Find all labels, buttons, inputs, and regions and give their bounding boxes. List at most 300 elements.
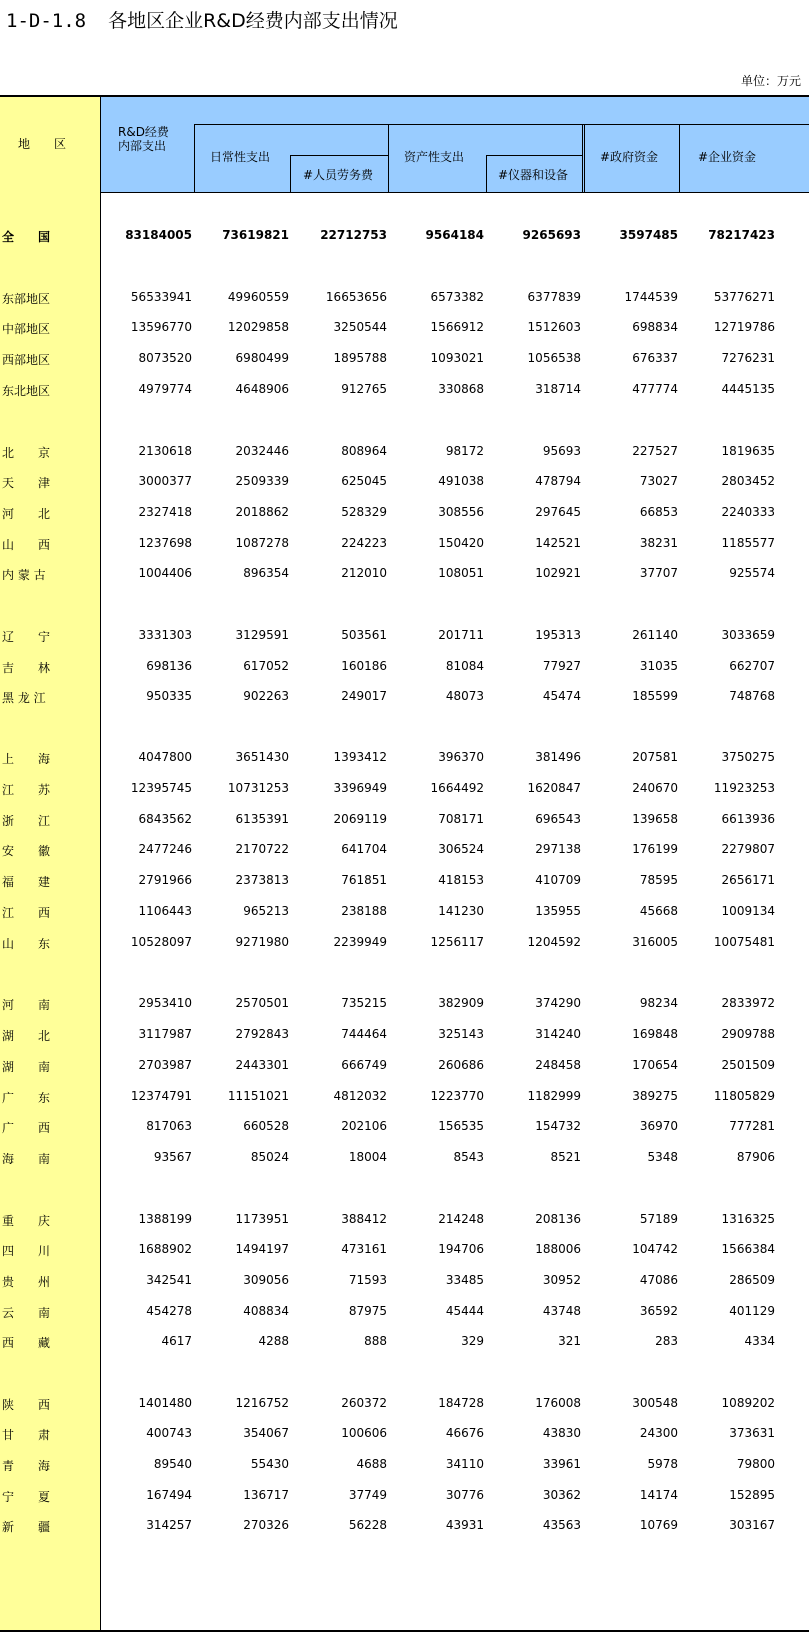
- cell-value: 141230: [438, 904, 484, 918]
- cell-value: 965213: [243, 904, 289, 918]
- cell-value: 36592: [639, 1304, 678, 1318]
- cell-value: 176199: [632, 842, 678, 856]
- region-name: 四 川: [2, 1244, 51, 1258]
- cell-value: 2443301: [235, 1058, 289, 1072]
- cell-value: 6613936: [721, 812, 775, 826]
- cell-value: 408834: [243, 1304, 289, 1318]
- cell-value: 224223: [341, 536, 387, 550]
- region-name: 陕 西: [2, 1398, 51, 1412]
- cell-value: 1223770: [430, 1089, 484, 1103]
- header-region: 地 区: [18, 137, 67, 151]
- cell-value: 36970: [639, 1119, 678, 1133]
- cell-value: 136717: [243, 1488, 289, 1502]
- cell-value: 47086: [639, 1273, 678, 1287]
- cell-value: 2953410: [138, 996, 192, 1010]
- cell-value: 12395745: [130, 781, 192, 795]
- cell-value: 325143: [438, 1027, 484, 1041]
- cell-value: 48073: [445, 689, 484, 703]
- table-row: [0, 534, 809, 554]
- cell-value: 214248: [438, 1212, 484, 1226]
- cell-value: 176008: [535, 1396, 581, 1410]
- header-divider: [584, 124, 585, 193]
- cell-value: 1089202: [721, 1396, 775, 1410]
- cell-value: 381496: [535, 750, 581, 764]
- cell-value: 2018862: [235, 505, 289, 519]
- cell-value: 2909788: [721, 1027, 775, 1041]
- cell-value: 16653656: [325, 290, 387, 304]
- region-name: 西 藏: [2, 1336, 51, 1350]
- cell-value: 1204592: [527, 935, 581, 949]
- cell-value: 71593: [348, 1273, 387, 1287]
- cell-value: 4648906: [235, 382, 289, 396]
- cell-value: 2501509: [721, 1058, 775, 1072]
- cell-value: 4812032: [333, 1089, 387, 1103]
- cell-value: 37749: [348, 1488, 387, 1502]
- cell-value: 238188: [341, 904, 387, 918]
- cell-value: 418153: [438, 873, 484, 887]
- cell-value: 473161: [341, 1242, 387, 1256]
- cell-value: 102921: [535, 566, 581, 580]
- table-row: [0, 1117, 809, 1137]
- region-name: 青 海: [2, 1459, 51, 1473]
- header-divider: [582, 124, 583, 193]
- cell-value: 14174: [639, 1488, 678, 1502]
- cell-value: 100606: [341, 1426, 387, 1440]
- cell-value: 1316325: [721, 1212, 775, 1226]
- cell-value: 1494197: [235, 1242, 289, 1256]
- cell-value: 56533941: [130, 290, 192, 304]
- cell-value: 78217423: [708, 228, 775, 242]
- cell-value: 2477246: [138, 842, 192, 856]
- cell-value: 1216752: [235, 1396, 289, 1410]
- cell-value: 2656171: [721, 873, 775, 887]
- cell-value: 1388199: [138, 1212, 192, 1226]
- table-row: [0, 657, 809, 677]
- cell-value: 1237698: [138, 536, 192, 550]
- table-row: [0, 1516, 809, 1536]
- region-name: 河 南: [2, 998, 51, 1012]
- cell-value: 388412: [341, 1212, 387, 1226]
- cell-value: 4688: [356, 1457, 387, 1471]
- cell-value: 260372: [341, 1396, 387, 1410]
- cell-value: 1093021: [430, 351, 484, 365]
- cell-value: 135955: [535, 904, 581, 918]
- region-name: 山 西: [2, 538, 51, 552]
- cell-value: 478794: [535, 474, 581, 488]
- cell-value: 477774: [632, 382, 678, 396]
- cell-value: 4445135: [721, 382, 775, 396]
- cell-value: 89540: [153, 1457, 192, 1471]
- cell-value: 227527: [632, 444, 678, 458]
- cell-value: 207581: [632, 750, 678, 764]
- cell-value: 49960559: [227, 290, 289, 304]
- cell-value: 12719786: [713, 320, 775, 334]
- cell-value: 641704: [341, 842, 387, 856]
- table-row: [0, 994, 809, 1014]
- cell-value: 194706: [438, 1242, 484, 1256]
- cell-value: 270326: [243, 1518, 289, 1532]
- cell-value: 5348: [647, 1150, 678, 1164]
- table-row: [0, 902, 809, 922]
- cell-value: 78595: [639, 873, 678, 887]
- cell-value: 503561: [341, 628, 387, 642]
- cell-value: 2170722: [235, 842, 289, 856]
- cell-value: 142521: [535, 536, 581, 550]
- cell-value: 1056538: [527, 351, 581, 365]
- table-row: [0, 933, 809, 953]
- cell-value: 1566912: [430, 320, 484, 334]
- cell-value: 400743: [146, 1426, 192, 1440]
- table-row: [0, 380, 809, 400]
- cell-value: 108051: [438, 566, 484, 580]
- cell-value: 761851: [341, 873, 387, 887]
- cell-value: 777281: [729, 1119, 775, 1133]
- cell-value: 491038: [438, 474, 484, 488]
- cell-value: 9265693: [522, 228, 581, 242]
- region-name: 上 海: [2, 752, 51, 766]
- cell-value: 1182999: [527, 1089, 581, 1103]
- cell-value: 2803452: [721, 474, 775, 488]
- cell-value: 2069119: [333, 812, 387, 826]
- cell-value: 4334: [744, 1334, 775, 1348]
- region-name: 河 北: [2, 507, 51, 521]
- cell-value: 169848: [632, 1027, 678, 1041]
- region-name: 广 东: [2, 1091, 51, 1105]
- region-name: 湖 北: [2, 1029, 51, 1043]
- region-name: 山 东: [2, 937, 51, 951]
- cell-value: 46676: [445, 1426, 484, 1440]
- cell-value: 6843562: [138, 812, 192, 826]
- cell-value: 401129: [729, 1304, 775, 1318]
- cell-value: 104742: [632, 1242, 678, 1256]
- cell-value: 389275: [632, 1089, 678, 1103]
- cell-value: 45444: [445, 1304, 484, 1318]
- header-divider: [679, 124, 680, 193]
- cell-value: 3396949: [333, 781, 387, 795]
- cell-value: 676337: [632, 351, 678, 365]
- cell-value: 248458: [535, 1058, 581, 1072]
- cell-value: 2327418: [138, 505, 192, 519]
- region-name: 重 庆: [2, 1214, 51, 1228]
- table-row: [0, 1210, 809, 1230]
- cell-value: 195313: [535, 628, 581, 642]
- table-row: [0, 871, 809, 891]
- cell-value: 160186: [341, 659, 387, 673]
- table-row: [0, 1424, 809, 1444]
- header-divider: [290, 155, 388, 156]
- cell-value: 85024: [250, 1150, 289, 1164]
- cell-value: 38231: [639, 536, 678, 550]
- table-row: [0, 779, 809, 799]
- cell-value: 11923253: [713, 781, 775, 795]
- cell-value: 3651430: [235, 750, 289, 764]
- table-row: [0, 472, 809, 492]
- table-row: [0, 564, 809, 584]
- cell-value: 1688902: [138, 1242, 192, 1256]
- header-divider: [486, 155, 582, 156]
- cell-value: 316005: [632, 935, 678, 949]
- table-row: [0, 349, 809, 369]
- cell-value: 1009134: [721, 904, 775, 918]
- cell-value: 297138: [535, 842, 581, 856]
- table-row: [0, 626, 809, 646]
- cell-value: 33485: [445, 1273, 484, 1287]
- unit-label: 单位：万元: [740, 74, 801, 88]
- cell-value: 9564184: [425, 228, 484, 242]
- cell-value: 83184005: [125, 228, 192, 242]
- cell-value: 1819635: [721, 444, 775, 458]
- cell-value: 1512603: [527, 320, 581, 334]
- header-divider: [486, 155, 487, 193]
- cell-value: 300548: [632, 1396, 678, 1410]
- region-name: 吉 林: [2, 661, 51, 675]
- cell-value: 2703987: [138, 1058, 192, 1072]
- cell-value: 2279807: [721, 842, 775, 856]
- cell-value: 261140: [632, 628, 678, 642]
- cell-value: 8543: [453, 1150, 484, 1164]
- cell-value: 808964: [341, 444, 387, 458]
- cell-value: 1106443: [138, 904, 192, 918]
- cell-value: 7276231: [721, 351, 775, 365]
- cell-value: 184728: [438, 1396, 484, 1410]
- cell-value: 374290: [535, 996, 581, 1010]
- cell-value: 1895788: [333, 351, 387, 365]
- cell-value: 283: [655, 1334, 678, 1348]
- header-equip: #仪器和设备: [498, 168, 569, 182]
- cell-value: 185599: [632, 689, 678, 703]
- header-daily: 日常性支出: [210, 150, 271, 164]
- cell-value: 8073520: [138, 351, 192, 365]
- cell-value: 888: [364, 1334, 387, 1348]
- cell-value: 4979774: [138, 382, 192, 396]
- region-name: 北 京: [2, 446, 51, 460]
- cell-value: 45668: [639, 904, 678, 918]
- cell-value: 240670: [632, 781, 678, 795]
- cell-value: 660528: [243, 1119, 289, 1133]
- region-name: 浙 江: [2, 814, 51, 828]
- cell-value: 1401480: [138, 1396, 192, 1410]
- region-name: 甘 肃: [2, 1428, 51, 1442]
- cell-value: 625045: [341, 474, 387, 488]
- table-row: [0, 1455, 809, 1475]
- cell-value: 87975: [348, 1304, 387, 1318]
- header-divider: [194, 124, 809, 125]
- cell-value: 10731253: [227, 781, 289, 795]
- cell-value: 286509: [729, 1273, 775, 1287]
- cell-value: 57189: [639, 1212, 678, 1226]
- cell-value: 3331303: [138, 628, 192, 642]
- table-number: 1-D-1.8: [6, 10, 87, 32]
- cell-value: 24300: [639, 1426, 678, 1440]
- region-name: 安 徽: [2, 844, 51, 858]
- cell-value: 43830: [542, 1426, 581, 1440]
- region-name: 新 疆: [2, 1520, 51, 1534]
- cell-value: 1566384: [721, 1242, 775, 1256]
- cell-value: 3033659: [721, 628, 775, 642]
- header-gov: #政府资金: [600, 150, 659, 164]
- cell-value: 167494: [146, 1488, 192, 1502]
- cell-value: 22712753: [320, 228, 387, 242]
- cell-value: 18004: [348, 1150, 387, 1164]
- table-row: [0, 318, 809, 338]
- table-row: [0, 1486, 809, 1506]
- table-row: [0, 1332, 809, 1352]
- cell-value: 698136: [146, 659, 192, 673]
- table-row: [0, 442, 809, 462]
- cell-value: 6573382: [430, 290, 484, 304]
- cell-value: 666749: [341, 1058, 387, 1072]
- cell-value: 98172: [445, 444, 484, 458]
- region-name: 福 建: [2, 875, 51, 889]
- cell-value: 6135391: [235, 812, 289, 826]
- cell-value: 154732: [535, 1119, 581, 1133]
- table-row: [0, 1240, 809, 1260]
- cell-value: 3250544: [333, 320, 387, 334]
- header-ent: #企业资金: [698, 150, 757, 164]
- region-name: 东北地区: [2, 384, 51, 398]
- cell-value: 4047800: [138, 750, 192, 764]
- cell-value: 6980499: [235, 351, 289, 365]
- region-name: 贵 州: [2, 1275, 51, 1289]
- cell-value: 10769: [639, 1518, 678, 1532]
- cell-value: 1173951: [235, 1212, 289, 1226]
- cell-value: 1664492: [430, 781, 484, 795]
- cell-value: 56228: [348, 1518, 387, 1532]
- cell-value: 748768: [729, 689, 775, 703]
- cell-value: 9271980: [235, 935, 289, 949]
- cell-value: 3000377: [138, 474, 192, 488]
- cell-value: 43563: [542, 1518, 581, 1532]
- region-name: 湖 南: [2, 1060, 51, 1074]
- cell-value: 10528097: [130, 935, 192, 949]
- region-name: 海 南: [2, 1152, 51, 1166]
- cell-value: 342541: [146, 1273, 192, 1287]
- cell-value: 11805829: [713, 1089, 775, 1103]
- cell-value: 260686: [438, 1058, 484, 1072]
- cell-value: 208136: [535, 1212, 581, 1226]
- cell-value: 696543: [535, 812, 581, 826]
- cell-value: 3117987: [138, 1027, 192, 1041]
- cell-value: 45474: [542, 689, 581, 703]
- cell-value: 2373813: [235, 873, 289, 887]
- table-row: [0, 1271, 809, 1291]
- header-divider: [194, 124, 195, 193]
- cell-value: 98234: [639, 996, 678, 1010]
- cell-value: 77927: [542, 659, 581, 673]
- page-title: [6, 6, 398, 33]
- cell-value: 30952: [542, 1273, 581, 1287]
- table-row: [0, 810, 809, 830]
- region-name: 中部地区: [2, 322, 51, 336]
- cell-value: 396370: [438, 750, 484, 764]
- region-name: 天 津: [2, 476, 51, 490]
- cell-value: 896354: [243, 566, 289, 580]
- cell-value: 30776: [445, 1488, 484, 1502]
- cell-value: 314257: [146, 1518, 192, 1532]
- cell-value: 2570501: [235, 996, 289, 1010]
- cell-value: 87906: [736, 1150, 775, 1164]
- cell-value: 662707: [729, 659, 775, 673]
- cell-value: 34110: [445, 1457, 484, 1471]
- header-labor: #人员劳务费: [303, 168, 374, 182]
- cell-value: 382909: [438, 996, 484, 1010]
- region-name: 东部地区: [2, 292, 51, 306]
- cell-value: 6377839: [527, 290, 581, 304]
- cell-value: 735215: [341, 996, 387, 1010]
- cell-value: 30362: [542, 1488, 581, 1502]
- cell-value: 201711: [438, 628, 484, 642]
- cell-value: 321: [558, 1334, 581, 1348]
- cell-value: 2239949: [333, 935, 387, 949]
- region-name: 广 西: [2, 1121, 51, 1135]
- region-name: 云 南: [2, 1306, 51, 1320]
- cell-value: 1620847: [527, 781, 581, 795]
- cell-value: 309056: [243, 1273, 289, 1287]
- cell-value: 354067: [243, 1426, 289, 1440]
- cell-value: 188006: [535, 1242, 581, 1256]
- cell-value: 5978: [647, 1457, 678, 1471]
- cell-value: 1004406: [138, 566, 192, 580]
- cell-value: 2032446: [235, 444, 289, 458]
- table-row: [0, 840, 809, 860]
- cell-value: 1256117: [430, 935, 484, 949]
- table-row: [0, 226, 809, 246]
- table-title: 各地区企业R&D经费内部支出情况: [108, 10, 398, 32]
- cell-value: 617052: [243, 659, 289, 673]
- cell-value: 528329: [341, 505, 387, 519]
- header-divider: [290, 155, 291, 193]
- region-name: 江 西: [2, 906, 51, 920]
- cell-value: 1185577: [721, 536, 775, 550]
- table-row: [0, 1302, 809, 1322]
- region-name: 黑 龙 江: [2, 691, 46, 705]
- cell-value: 1087278: [235, 536, 289, 550]
- table-row: [0, 1148, 809, 1168]
- cell-value: 2792843: [235, 1027, 289, 1041]
- cell-value: 43931: [445, 1518, 484, 1532]
- table-row: [0, 748, 809, 768]
- cell-value: 249017: [341, 689, 387, 703]
- header-asset: 资产性支出: [404, 150, 465, 164]
- cell-value: 13596770: [130, 320, 192, 334]
- cell-value: 43748: [542, 1304, 581, 1318]
- cell-value: 373631: [729, 1426, 775, 1440]
- cell-value: 212010: [341, 566, 387, 580]
- table-row: [0, 1087, 809, 1107]
- cell-value: 698834: [632, 320, 678, 334]
- cell-value: 73027: [639, 474, 678, 488]
- cell-value: 950335: [146, 689, 192, 703]
- cell-value: 3750275: [721, 750, 775, 764]
- region-name: 江 苏: [2, 783, 51, 797]
- cell-value: 318714: [535, 382, 581, 396]
- cell-value: 817063: [146, 1119, 192, 1133]
- cell-value: 744464: [341, 1027, 387, 1041]
- cell-value: 79800: [736, 1457, 775, 1471]
- cell-value: 66853: [639, 505, 678, 519]
- cell-value: 308556: [438, 505, 484, 519]
- cell-value: 1744539: [624, 290, 678, 304]
- cell-value: 73619821: [222, 228, 289, 242]
- cell-value: 11151021: [227, 1089, 289, 1103]
- cell-value: 306524: [438, 842, 484, 856]
- table-row: [0, 1056, 809, 1076]
- table-row: [0, 687, 809, 707]
- region-name: 西部地区: [2, 353, 51, 367]
- cell-value: 10075481: [713, 935, 775, 949]
- cell-value: 95693: [542, 444, 581, 458]
- table-row: [0, 288, 809, 308]
